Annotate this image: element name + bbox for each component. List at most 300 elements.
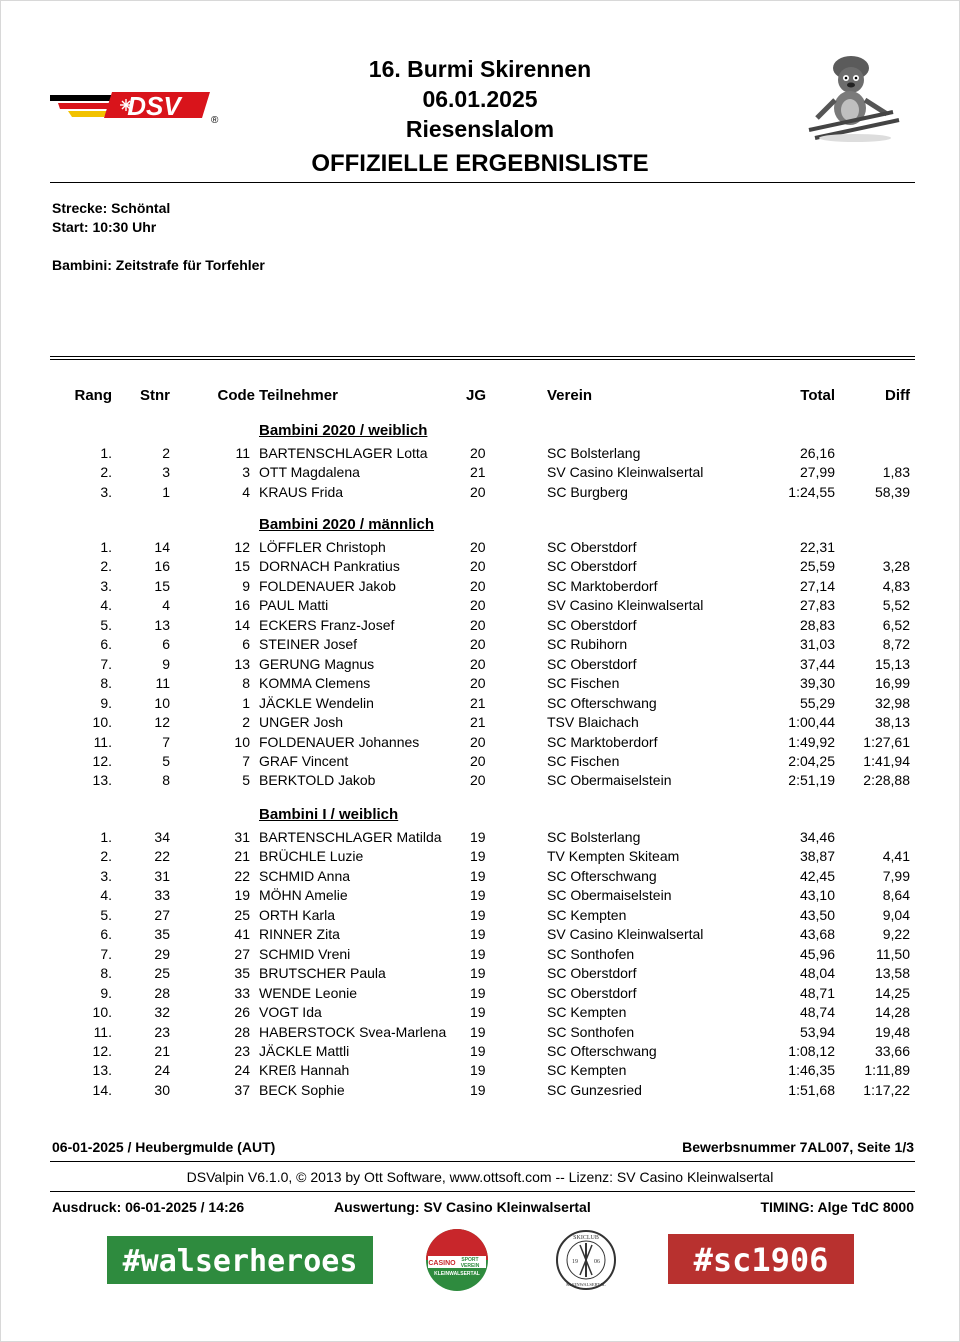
cell-name: SCHMID Anna: [259, 867, 351, 884]
walserheroes-logo: [107, 1236, 373, 1284]
cell-verein: SC Fischen: [547, 752, 620, 769]
cell-code: 12: [234, 539, 250, 555]
col-rang: Rang: [74, 387, 112, 404]
cell-rang: 13.: [92, 772, 112, 789]
skiclub-kleinwalsertal-text: KLEINWALSERTAL: [566, 1282, 606, 1287]
cell-stnr: 5: [162, 752, 170, 769]
cell-name: JÄCKLE Wendelin: [259, 694, 374, 711]
cell-jg: 20: [470, 539, 486, 555]
cell-jg: 20: [470, 597, 486, 614]
cell-code: 26: [234, 1004, 250, 1021]
cell-code: 21: [234, 848, 250, 865]
cell-name: STEINER Josef: [259, 636, 358, 653]
cell-jg: 21: [470, 464, 486, 481]
cell-jg: 20: [470, 752, 486, 769]
cell-verein: SC Marktoberdorf: [547, 577, 658, 594]
cell-verein: SC Fischen: [547, 675, 620, 692]
cell-total: 37,44: [799, 655, 835, 672]
cell-diff: 8,64: [882, 887, 910, 904]
cell-verein: SC Gunzesried: [547, 1081, 642, 1098]
cell-rang: 12.: [92, 1042, 112, 1059]
cell-jg: 19: [470, 1004, 486, 1021]
cell-jg: 19: [470, 906, 486, 923]
cell-verein: SC Oberstdorf: [547, 539, 637, 555]
cell-rang: 12.: [92, 752, 112, 769]
cell-stnr: 13: [154, 616, 170, 633]
cell-rang: 2.: [100, 848, 112, 865]
list-title: OFFIZIELLE ERGEBNISLISTE: [311, 150, 649, 177]
cell-stnr: 8: [162, 772, 170, 789]
cell-rang: 7.: [100, 655, 112, 672]
cell-stnr: 27: [154, 906, 170, 923]
cell-rang: 3.: [100, 867, 112, 884]
table-row: [0, 557, 960, 576]
cell-jg: 19: [470, 848, 486, 865]
dsv-logo: [50, 90, 226, 124]
cell-rang: 9.: [100, 984, 112, 1001]
footer-divider-2: [50, 1191, 915, 1192]
cell-name: KREß Hannah: [259, 1062, 350, 1079]
cell-stnr: 6: [162, 636, 170, 653]
sc1906-logo: [668, 1234, 854, 1284]
cell-code: 33: [234, 984, 250, 1001]
cell-diff: 11,50: [876, 945, 910, 962]
cell-rang: 9.: [100, 694, 112, 711]
cell-code: 6: [242, 636, 250, 653]
footer-auswertung: Auswertung: SV Casino Kleinwalsertal: [334, 1199, 591, 1215]
cell-stnr: 22: [154, 848, 170, 865]
cell-total: 39,30: [799, 675, 835, 692]
cell-diff: 9,22: [882, 926, 910, 943]
cell-jg: 19: [470, 1023, 486, 1040]
cell-total: 1:46,35: [788, 1062, 835, 1079]
cell-diff: 15,13: [874, 655, 910, 672]
cell-total: 28,83: [799, 616, 835, 633]
skiclub-text: SKICLUB: [573, 1235, 599, 1241]
table-row: [0, 886, 960, 905]
cell-stnr: 23: [154, 1023, 170, 1040]
cell-jg: 20: [470, 445, 486, 461]
cell-code: 11: [235, 445, 250, 461]
cell-stnr: 3: [162, 464, 170, 481]
cell-diff: 1,83: [882, 464, 910, 481]
cell-diff: 7,99: [882, 867, 910, 884]
cell-rang: 3.: [100, 577, 112, 594]
cell-rang: 1.: [100, 445, 112, 461]
mascot-illustration: [795, 50, 907, 148]
cell-code: 9: [242, 577, 250, 594]
cell-diff: 58,39: [874, 483, 910, 500]
cell-code: 24: [234, 1062, 250, 1079]
header-divider: [50, 182, 915, 183]
cell-rang: 8.: [100, 965, 112, 982]
group-title: Bambini 2020 / weiblich: [259, 422, 428, 439]
table-row: [0, 616, 960, 635]
cell-stnr: 9: [162, 655, 170, 672]
cell-stnr: 16: [154, 558, 170, 575]
cell-stnr: 25: [154, 965, 170, 982]
cell-jg: 20: [470, 558, 486, 575]
cell-total: 2:04,25: [788, 752, 835, 769]
cell-name: RINNER Zita: [259, 926, 340, 943]
cell-name: JÄCKLE Mattli: [259, 1042, 350, 1059]
table-row: [0, 828, 960, 847]
skiclub-year-left: 19: [572, 1259, 578, 1265]
cell-verein: SC Kempten: [547, 906, 627, 923]
cell-verein: SC Oberstdorf: [547, 616, 637, 633]
cell-rang: 10.: [92, 1004, 112, 1021]
sc1906-text: #sc1906: [693, 1241, 829, 1279]
group-title: Bambini 2020 / männlich: [259, 516, 435, 533]
footer-timing: TIMING: Alge TdC 8000: [760, 1199, 914, 1215]
cell-verein: SC Bolsterlang: [547, 829, 641, 845]
cell-verein: SC Obermaiselstein: [547, 772, 672, 789]
cell-code: 27: [234, 945, 250, 962]
casino-verein-text: VEREIN: [460, 1263, 480, 1269]
table-row: [0, 925, 960, 944]
cell-diff: 33,66: [874, 1042, 910, 1059]
cell-rang: 6.: [100, 636, 112, 653]
cell-stnr: 15: [154, 577, 170, 594]
cell-stnr: 31: [154, 867, 170, 884]
cell-code: 8: [242, 675, 250, 692]
cell-name: HABERSTOCK Svea-Marlena: [259, 1023, 447, 1040]
table-row: [0, 847, 960, 866]
cell-stnr: 1: [162, 483, 170, 500]
cell-diff: 8,72: [882, 636, 910, 653]
walserheroes-text: #walserheroes: [122, 1244, 358, 1279]
table-row: [0, 1003, 960, 1022]
col-verein: Verein: [547, 387, 593, 404]
start-info: Start: 10:30 Uhr: [52, 219, 157, 235]
cell-rang: 2.: [100, 558, 112, 575]
cell-jg: 19: [470, 984, 486, 1001]
cell-verein: SC Burgberg: [547, 483, 628, 500]
event-title: 16. Burmi Skirennen: [368, 56, 592, 82]
cell-diff: 4,83: [882, 577, 910, 594]
software-credit: DSValpin V6.1.0, © 2013 by Ott Software, www.ottsoft.com -- Lizenz: SV Casino Kleinwalsertal: [186, 1169, 774, 1185]
table-row: [0, 694, 960, 713]
cell-verein: SC Bolsterlang: [547, 445, 641, 461]
cell-total: 1:08,12: [788, 1042, 835, 1059]
cell-name: PAUL Matti: [259, 597, 329, 614]
cell-total: 27,99: [799, 464, 835, 481]
cell-rang: 6.: [100, 926, 112, 943]
table-row: [0, 1023, 960, 1042]
cell-diff: 4,41: [882, 848, 910, 865]
table-row: [0, 906, 960, 925]
cell-name: GERUNG Magnus: [259, 655, 375, 672]
table-row: [0, 1042, 960, 1061]
cell-stnr: 30: [154, 1081, 170, 1098]
cell-verein: SC Oberstdorf: [547, 965, 637, 982]
table-row: [0, 945, 960, 964]
cell-jg: 19: [470, 965, 486, 982]
table-row: [0, 733, 960, 752]
casino-sport-text: SPORT: [461, 1257, 479, 1263]
cell-diff: 1:41,94: [863, 752, 910, 769]
cell-code: 28: [234, 1023, 250, 1040]
cell-name: SCHMID Vreni: [259, 945, 351, 962]
cell-diff: 16,99: [874, 675, 910, 692]
table-row: [0, 444, 960, 463]
skiclub-year-right: 06: [594, 1259, 600, 1265]
cell-name: DORNACH Pankratius: [259, 558, 400, 575]
cell-total: 1:24,55: [788, 483, 835, 500]
cell-total: 48,71: [799, 984, 835, 1001]
col-stnr: Stnr: [140, 387, 170, 404]
cell-stnr: 35: [154, 926, 170, 943]
cell-code: 10: [234, 733, 250, 750]
cell-total: 48,74: [799, 1004, 835, 1021]
table-row: [0, 655, 960, 674]
cell-total: 26,16: [799, 445, 835, 461]
cell-code: 19: [234, 887, 250, 904]
sponsor-logos: [0, 1228, 960, 1298]
cell-total: 34,46: [799, 829, 835, 845]
cell-diff: 1:11,89: [864, 1062, 910, 1079]
cell-jg: 19: [470, 867, 486, 884]
cell-jg: 19: [470, 945, 486, 962]
cell-diff: 19,48: [874, 1023, 910, 1040]
cell-jg: 20: [470, 655, 486, 672]
table-divider: [50, 356, 915, 360]
cell-verein: SC Kempten: [547, 1004, 627, 1021]
cell-total: 53,94: [799, 1023, 835, 1040]
cell-diff: 14,28: [874, 1004, 910, 1021]
col-jg: JG: [466, 387, 487, 404]
cell-total: 1:51,68: [788, 1081, 835, 1098]
table-row: [0, 771, 960, 790]
header-titles: [240, 54, 720, 179]
col-teilnehmer: Teilnehmer: [259, 387, 338, 404]
cell-code: 3: [242, 464, 250, 481]
cell-code: 35: [234, 965, 250, 982]
cell-verein: TV Kempten Skiteam: [547, 848, 680, 865]
cell-stnr: 14: [154, 539, 170, 555]
cell-jg: 21: [470, 694, 486, 711]
cell-verein: SV Casino Kleinwalsertal: [547, 926, 704, 943]
cell-code: 41: [234, 926, 250, 943]
strecke-info: Strecke: Schöntal: [52, 200, 171, 216]
cell-name: ORTH Karla: [259, 906, 335, 923]
cell-rang: 14.: [92, 1081, 112, 1098]
cell-name: BARTENSCHLAGER Matilda: [259, 829, 442, 845]
cell-rang: 10.: [92, 714, 112, 731]
table-row: [0, 538, 960, 557]
cell-verein: SC Obermaiselstein: [547, 887, 672, 904]
cell-total: 1:00,44: [788, 714, 835, 731]
cell-stnr: 34: [154, 829, 170, 845]
cell-name: BARTENSCHLAGER Lotta: [259, 445, 428, 461]
cell-code: 7: [242, 752, 250, 769]
cell-total: 31,03: [799, 636, 835, 653]
cell-jg: 20: [470, 577, 486, 594]
cell-stnr: 10: [154, 694, 170, 711]
cell-jg: 20: [470, 675, 486, 692]
cell-rang: 1.: [100, 829, 112, 845]
table-row: [0, 964, 960, 983]
cell-name: BECK Sophie: [259, 1081, 345, 1098]
casino-kleinwalsertal-text: KLEINWALSERTAL: [434, 1271, 480, 1277]
table-row: [0, 1081, 960, 1100]
cell-jg: 20: [470, 483, 486, 500]
cell-name: BRUTSCHER Paula: [259, 965, 386, 982]
dsv-logo-text: DSV: [127, 91, 181, 121]
cell-total: 38,87: [799, 848, 835, 865]
cell-verein: SC Oberstdorf: [547, 558, 637, 575]
cell-jg: 19: [470, 926, 486, 943]
table-row: [0, 463, 960, 482]
table-row: [0, 483, 960, 502]
cell-code: 15: [234, 558, 250, 575]
cell-name: BERKTOLD Jakob: [259, 772, 376, 789]
table-row: [0, 752, 960, 771]
cell-code: 37: [234, 1081, 250, 1098]
penalty-note: Bambini: Zeitstrafe für Torfehler: [52, 257, 265, 273]
cell-diff: 1:27,61: [863, 733, 910, 750]
cell-total: 43,68: [799, 926, 835, 943]
cell-jg: 20: [470, 636, 486, 653]
cell-jg: 19: [470, 887, 486, 904]
cell-name: KRAUS Frida: [259, 483, 344, 500]
cell-stnr: 2: [162, 445, 170, 461]
cell-name: KOMMA Clemens: [259, 675, 371, 692]
cell-verein: SV Casino Kleinwalsertal: [547, 597, 704, 614]
table-row: [0, 984, 960, 1003]
event-date: 06.01.2025: [422, 86, 538, 112]
cell-diff: 9,04: [882, 906, 910, 923]
cell-rang: 7.: [100, 945, 112, 962]
table-row: [0, 674, 960, 693]
table-row: [0, 577, 960, 596]
discipline: Riesenslalom: [405, 116, 555, 142]
cell-total: 48,04: [799, 965, 835, 982]
cell-total: 45,96: [799, 945, 835, 962]
cell-verein: SC Ofterschwang: [547, 1042, 657, 1059]
cell-stnr: 4: [162, 597, 170, 614]
cell-jg: 19: [470, 1062, 486, 1079]
cell-verein: TSV Blaichach: [547, 714, 639, 731]
col-diff: Diff: [885, 387, 910, 404]
cell-name: LÖFFLER Christoph: [259, 539, 386, 555]
cell-name: ECKERS Franz-Josef: [259, 616, 395, 633]
cell-diff: 6,52: [882, 616, 910, 633]
cell-diff: 3,28: [882, 558, 910, 575]
cell-total: 22,31: [799, 539, 835, 555]
cell-verein: SC Ofterschwang: [547, 694, 657, 711]
cell-stnr: 12: [154, 714, 170, 731]
cell-code: 16: [234, 597, 250, 614]
cell-verein: SC Rubihorn: [547, 636, 628, 653]
cell-total: 2:51,19: [788, 772, 835, 789]
cell-diff: 2:28,88: [863, 772, 910, 789]
cell-jg: 20: [470, 733, 486, 750]
cell-rang: 1.: [100, 539, 112, 555]
cell-code: 1: [242, 694, 250, 711]
cell-name: BRÜCHLE Luzie: [259, 848, 364, 865]
cell-total: 55,29: [799, 694, 835, 711]
cell-code: 31: [234, 829, 250, 845]
cell-code: 2: [242, 714, 250, 731]
cell-total: 1:49,92: [788, 733, 835, 750]
footer-bewerb: Bewerbsnummer 7AL007, Seite 1/3: [682, 1139, 914, 1155]
cell-rang: 11.: [93, 1023, 112, 1040]
cell-rang: 4.: [100, 597, 112, 614]
cell-jg: 19: [470, 829, 486, 845]
cell-verein: SC Oberstdorf: [547, 984, 637, 1001]
cell-stnr: 33: [154, 887, 170, 904]
cell-jg: 20: [470, 772, 486, 789]
cell-verein: SC Ofterschwang: [547, 867, 657, 884]
cell-name: UNGER Josh: [259, 714, 344, 731]
cell-total: 27,14: [799, 577, 835, 594]
cell-verein: SC Oberstdorf: [547, 655, 637, 672]
cell-total: 43,50: [799, 906, 835, 923]
cell-rang: 4.: [100, 887, 112, 904]
cell-name: GRAF Vincent: [259, 752, 349, 769]
cell-code: 5: [242, 772, 250, 789]
cell-name: OTT Magdalena: [259, 464, 360, 481]
cell-diff: 5,52: [882, 597, 910, 614]
cell-name: MÖHN Amelie: [259, 887, 348, 904]
cell-name: FOLDENAUER Jakob: [259, 577, 396, 594]
cell-diff: 1:17,22: [863, 1081, 910, 1098]
cell-stnr: 7: [162, 733, 170, 750]
cell-code: 14: [234, 616, 250, 633]
cell-stnr: 28: [154, 984, 170, 1001]
cell-jg: 21: [470, 714, 486, 731]
registered-mark: ®: [211, 115, 219, 124]
cell-stnr: 11: [155, 675, 170, 692]
group-title: Bambini I / weiblich: [259, 806, 399, 823]
table-row: [0, 867, 960, 886]
cell-total: 27,83: [799, 597, 835, 614]
cell-total: 42,45: [799, 867, 835, 884]
cell-stnr: 21: [154, 1042, 170, 1059]
footer-divider-1: [50, 1161, 915, 1162]
cell-stnr: 24: [154, 1062, 170, 1079]
cell-verein: SV Casino Kleinwalsertal: [547, 464, 704, 481]
cell-code: 23: [234, 1042, 250, 1059]
cell-rang: 11.: [93, 733, 112, 750]
cell-rang: 5.: [100, 906, 112, 923]
cell-code: 22: [234, 867, 250, 884]
cell-name: VOGT Ida: [259, 1004, 322, 1021]
cell-code: 4: [242, 483, 250, 500]
table-row: [0, 635, 960, 654]
casino-text: CASINO: [428, 1260, 456, 1267]
col-code: Code: [217, 387, 255, 404]
cell-name: WENDE Leonie: [259, 984, 358, 1001]
table-row: [0, 713, 960, 732]
cell-verein: SC Marktoberdorf: [547, 733, 658, 750]
table-row: [0, 1061, 960, 1080]
cell-rang: 5.: [100, 616, 112, 633]
skiclub-kleinwalsertal-logo: [555, 1229, 617, 1291]
cell-rang: 3.: [100, 483, 112, 500]
cell-code: 25: [234, 906, 250, 923]
cell-diff: 14,25: [874, 984, 910, 1001]
cell-stnr: 29: [154, 945, 170, 962]
cell-diff: 38,13: [874, 714, 910, 731]
col-total: Total: [800, 387, 835, 404]
cell-rang: 8.: [100, 675, 112, 692]
footer-ausdruck: Ausdruck: 06-01-2025 / 14:26: [52, 1199, 245, 1215]
cell-diff: 13,58: [874, 965, 910, 982]
cell-diff: 32,98: [874, 694, 910, 711]
cell-rang: 13.: [92, 1062, 112, 1079]
